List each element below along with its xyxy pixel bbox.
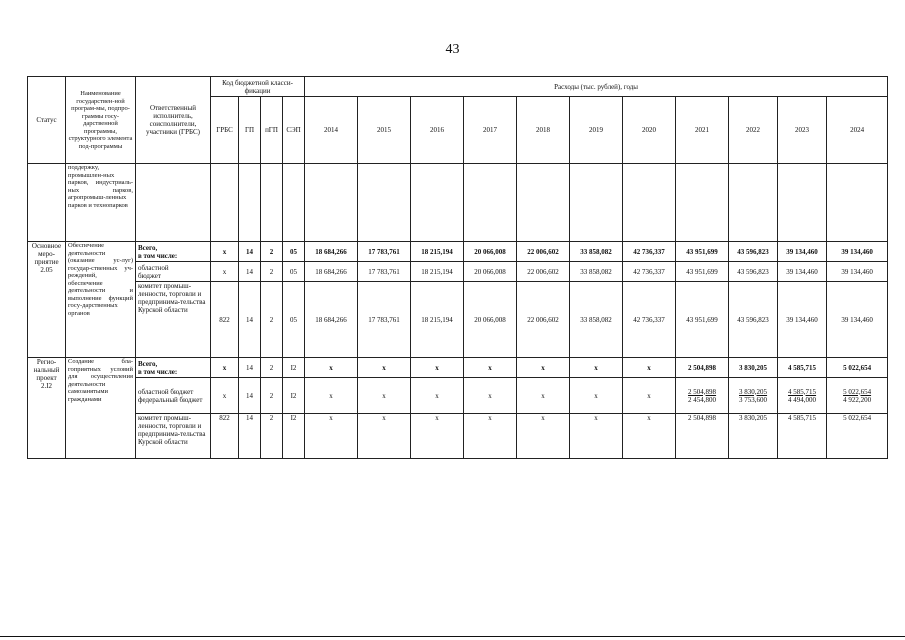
cell-sep: 05 [283,262,305,282]
cell-grbs: 822 [211,414,239,459]
cell-value: 4 585,715 [778,358,827,378]
cell-value: 17 783,761 [358,262,411,282]
cell-value: 5 022,654 [827,358,888,378]
cell-x: х [464,414,517,459]
cell-value: 22 006,602 [517,242,570,262]
header-year: 2017 [464,97,517,164]
event-205-executor-total: Всего, в том числе: [136,242,211,262]
cell-gp: 14 [239,414,261,459]
cell-grbs: х [211,358,239,378]
cell-x: х [570,378,623,414]
cell-grbs: 822 [211,282,239,358]
cell-value: 2 504,898 [676,414,729,459]
cell-value: 43 596,823 [729,282,778,358]
page-bottom-rule [0,636,905,637]
cell-sep: 05 [283,282,305,358]
cell-value: 18 684,266 [305,242,358,262]
cell-value: 39 134,460 [778,262,827,282]
header-year: 2023 [778,97,827,164]
project-212-status: Регио-нальный проект 2.I2 [28,358,66,459]
cell-value: 18 684,266 [305,262,358,282]
header-year: 2022 [729,97,778,164]
cell-pgp: 2 [261,262,283,282]
cell-value: 39 134,460 [827,242,888,262]
cell-x: х [517,414,570,459]
cell-x: х [570,414,623,459]
cell-gp: 14 [239,262,261,282]
cell-grbs: х [211,242,239,262]
cell-value: 18 215,194 [411,282,464,358]
header-pgp: пГП [261,97,283,164]
cell-x: х [517,358,570,378]
cell-value: 2 504,898 [676,358,729,378]
cell-x: х [358,414,411,459]
cell-x: х [517,378,570,414]
cell-pgp: 2 [261,282,283,358]
cell-value: 22 006,602 [517,262,570,282]
event-205-executor-regional: областной бюджет [136,262,211,282]
project-212-executor-committee: комитет промыш-ленности, торговли и предпринима-тельства Курской области [136,414,211,459]
project-212-name: Создание бла-гоприятных условий для осуществления деятельности самозанятыми гражданами [66,358,136,459]
header-name: Наименование государствен-ной програм-мы, подпро-граммы госу-дарственной программы, структурного элемента под-программы [66,77,136,164]
cell-x: х [623,378,676,414]
event-205-status: Основное меро-приятие 2.05 [28,242,66,358]
cell-value: 39 134,460 [778,282,827,358]
cell-value: 43 951,699 [676,242,729,262]
cell-value: 18 215,194 [411,262,464,282]
header-year: 2020 [623,97,676,164]
header-expenses: Расходы (тыс. рублей), годы [305,77,888,97]
cell-value: 33 858,082 [570,242,623,262]
cell-value: 5 022,654 [827,414,888,459]
cell-value: 22 006,602 [517,282,570,358]
continuation-name: поддержку, промышлен-ных парков, индустриаль-ных парков, агропромыш-ленных парков и технопарков [66,164,136,242]
continuation-status [28,164,66,242]
cell-value: 33 858,082 [570,262,623,282]
header-year: 2015 [358,97,411,164]
cell-value: 18 684,266 [305,282,358,358]
cell-value: 39 134,460 [827,262,888,282]
cell-x: х [305,414,358,459]
cell-value: 43 951,699 [676,262,729,282]
cell-sep: I2 [283,358,305,378]
header-budget-code: Код бюджетной класси-фикации [211,77,305,97]
cell-value: 43 951,699 [676,282,729,358]
cell-value: 3 830,205 [729,414,778,459]
event-205-name: Обеспечение деятельности (оказание ус-луг) государ-ственных уч-реждений, обеспечение деятельности и выполнение функций госу-дарственных органов [66,242,136,358]
project-212-executor-budgets: областной бюджет федеральный бюджет [136,378,211,414]
cell-sep: I2 [283,414,305,459]
header-year: 2014 [305,97,358,164]
cell-pgp: 2 [261,378,283,414]
header-year: 2019 [570,97,623,164]
cell-value-pair: 4 585,715 4 494,000 [778,378,827,414]
page-number: 43 [445,42,460,57]
cell-grbs: х [211,378,239,414]
cell-x: х [411,378,464,414]
cell-pgp: 2 [261,358,283,378]
cell-value: 17 783,761 [358,242,411,262]
cell-value: 20 066,008 [464,262,517,282]
cell-sep: I2 [283,378,305,414]
cell-grbs: х [211,262,239,282]
cell-value: 42 736,337 [623,242,676,262]
header-year: 2021 [676,97,729,164]
event-205-executor-committee: комитет промыш-ленности, торговли и предпринима-тельства Курской области [136,282,211,358]
cell-value: 42 736,337 [623,262,676,282]
cell-pgp: 2 [261,242,283,262]
cell-x: х [411,414,464,459]
cell-value: 18 215,194 [411,242,464,262]
cell-value: 39 134,460 [778,242,827,262]
cell-x: х [411,358,464,378]
cell-gp: 14 [239,358,261,378]
cell-gp: 14 [239,242,261,262]
cell-x: х [570,358,623,378]
cell-value: 17 783,761 [358,282,411,358]
cell-gp: 14 [239,282,261,358]
header-executor: Ответственный исполнитель, соисполнители, участники (ГРБС) [136,77,211,164]
cell-sep: 05 [283,242,305,262]
header-gp: ГП [239,97,261,164]
cell-x: х [464,358,517,378]
cell-x: х [358,378,411,414]
cell-value: 39 134,460 [827,282,888,358]
header-status: Статус [28,77,66,164]
cell-value: 4 585,715 [778,414,827,459]
cell-value: 3 830,205 [729,358,778,378]
cell-value: 33 858,082 [570,282,623,358]
cell-value: 43 596,823 [729,242,778,262]
project-212-executor-total: Всего, в том числе: [136,358,211,378]
cell-gp: 14 [239,378,261,414]
cell-x: х [623,414,676,459]
cell-value: 20 066,008 [464,282,517,358]
cell-value: 42 736,337 [623,282,676,358]
cell-x: х [464,378,517,414]
header-year: 2016 [411,97,464,164]
header-sep: СЭП [283,97,305,164]
header-year: 2024 [827,97,888,164]
cell-value: 20 066,008 [464,242,517,262]
cell-x: х [305,378,358,414]
cell-value-pair: 3 830,205 3 753,600 [729,378,778,414]
cell-value-pair: 5 022,654 4 922,200 [827,378,888,414]
budget-table [27,76,888,459]
header-grbs: ГРБС [211,97,239,164]
cell-value: 43 596,823 [729,262,778,282]
cell-value-pair: 2 504,898 2 454,800 [676,378,729,414]
cell-pgp: 2 [261,414,283,459]
cell-x: х [358,358,411,378]
cell-x: х [623,358,676,378]
cell-x: х [305,358,358,378]
header-year: 2018 [517,97,570,164]
